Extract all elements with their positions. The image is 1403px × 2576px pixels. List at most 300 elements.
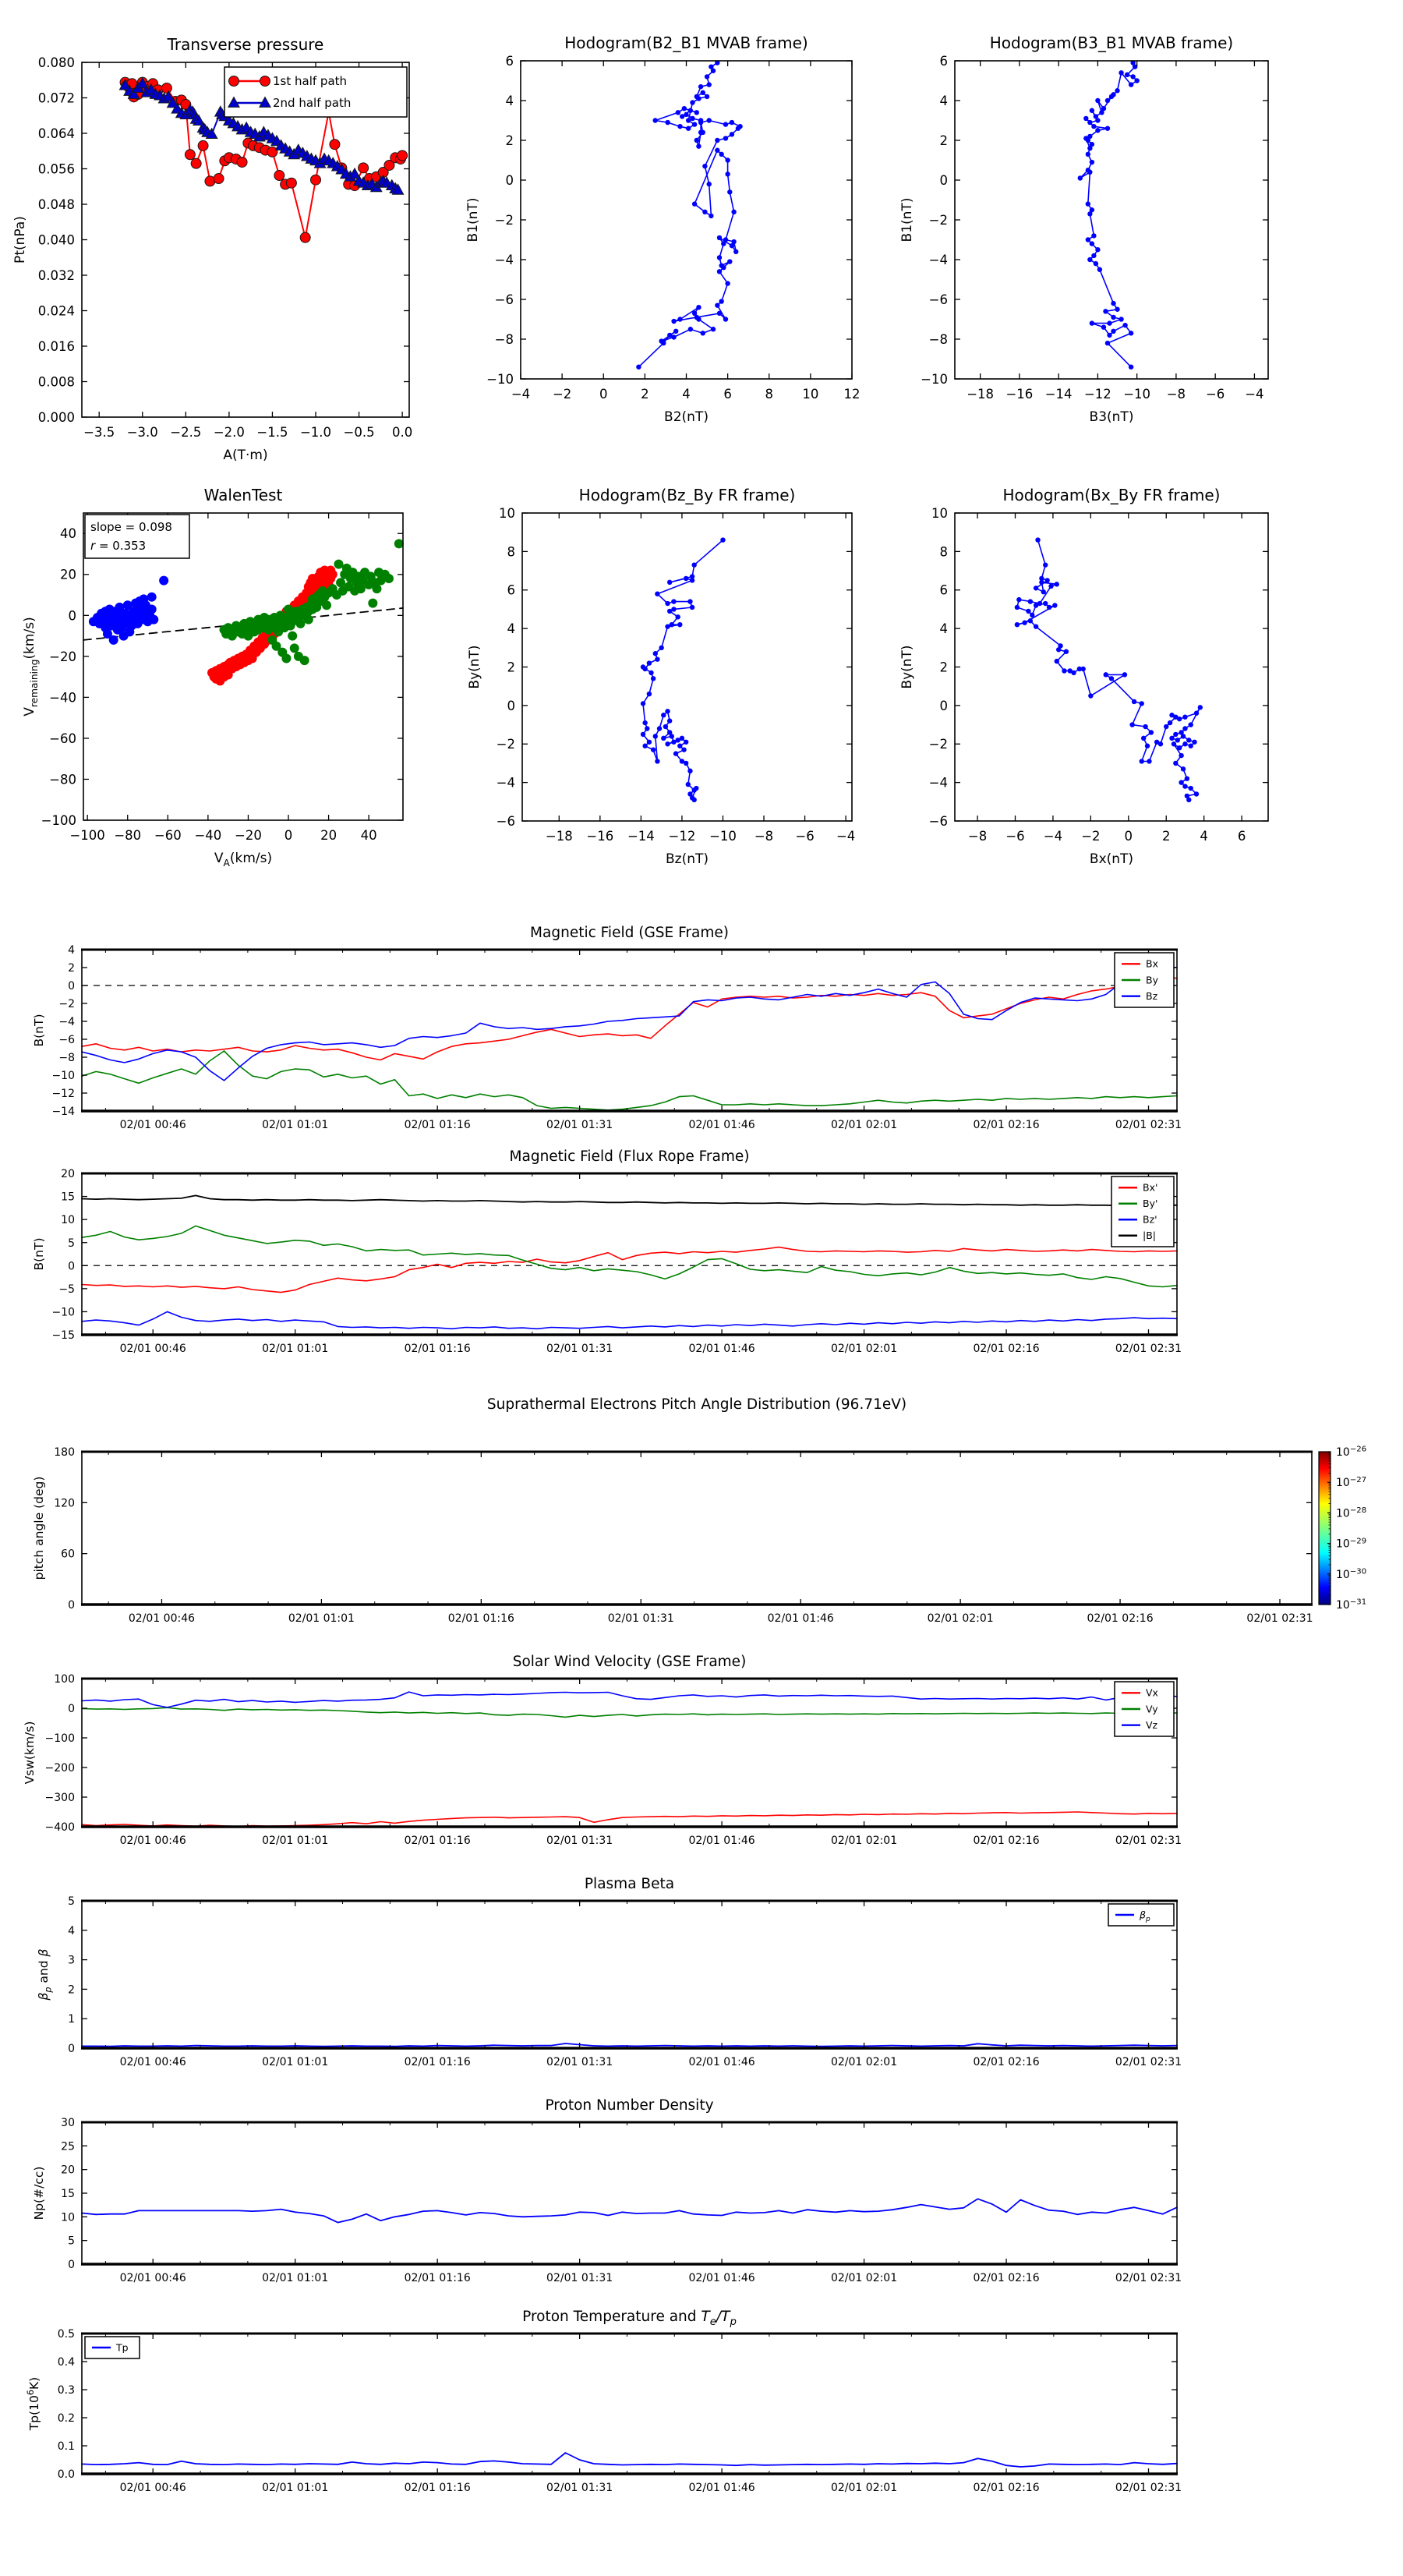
data-point bbox=[300, 656, 309, 665]
data-point bbox=[723, 136, 728, 140]
data-point bbox=[1189, 722, 1193, 727]
series-Bz bbox=[82, 967, 1177, 1081]
axes-frame bbox=[82, 1173, 1177, 1335]
data-point bbox=[1177, 745, 1182, 750]
x-tick-label: −4 bbox=[836, 829, 856, 844]
x-tick-label: 02/01 02:31 bbox=[1115, 2056, 1182, 2068]
x-tick-label: −12 bbox=[1083, 387, 1111, 402]
data-point bbox=[707, 118, 712, 122]
data-point bbox=[147, 593, 157, 602]
data-point bbox=[717, 269, 722, 274]
colorbar-tick-label: $10^{-31}$ bbox=[1336, 1598, 1367, 1612]
y-tick-label: −2 bbox=[58, 998, 75, 1011]
colorbar-tick-label: $10^{-30}$ bbox=[1336, 1567, 1367, 1581]
data-point bbox=[1088, 693, 1093, 698]
y-tick-label: 15 bbox=[61, 2188, 75, 2201]
data-point bbox=[1083, 116, 1088, 121]
data-point bbox=[642, 744, 647, 748]
data-point bbox=[684, 576, 688, 581]
data-point bbox=[1087, 257, 1092, 262]
data-point bbox=[1115, 307, 1119, 312]
data-point bbox=[690, 100, 694, 104]
x-tick-label: 02/01 01:31 bbox=[546, 2056, 613, 2068]
x-tick-label: −6 bbox=[1205, 387, 1225, 402]
panel-plasma-beta bbox=[37, 1876, 1182, 2068]
panel-title: Proton Number Density bbox=[545, 2097, 714, 2114]
x-tick-label: 6 bbox=[723, 387, 732, 402]
x-tick-label: −2.5 bbox=[170, 425, 202, 440]
data-point bbox=[727, 189, 732, 194]
y-tick-label: 4 bbox=[68, 1924, 75, 1937]
y-axis-label: B1(nT) bbox=[465, 197, 481, 242]
x-tick-label: 02/01 02:31 bbox=[1115, 1835, 1182, 1847]
y-tick-label: 2 bbox=[939, 133, 948, 148]
x-axis-label: $V_A(km/s)$ bbox=[214, 851, 273, 869]
data-point bbox=[677, 124, 682, 129]
x-tick-label: −14 bbox=[1044, 387, 1073, 402]
data-point bbox=[686, 782, 691, 787]
data-point bbox=[1090, 108, 1094, 113]
x-tick-label: −2.0 bbox=[213, 425, 245, 440]
data-point bbox=[1087, 120, 1092, 125]
x-tick-label: −2 bbox=[552, 387, 572, 402]
data-point bbox=[1115, 88, 1119, 93]
data-point bbox=[1158, 741, 1163, 746]
data-point bbox=[1119, 317, 1123, 321]
colorbar bbox=[1319, 1452, 1331, 1605]
x-tick-label: −0.5 bbox=[343, 425, 375, 440]
x-tick-label: 02/01 02:01 bbox=[830, 1835, 898, 1847]
panel-hodogram-bz-by bbox=[467, 486, 855, 867]
y-tick-label: 0.048 bbox=[37, 196, 75, 212]
x-tick-label: 02/01 02:16 bbox=[1087, 1612, 1154, 1625]
y-tick-label: 6 bbox=[505, 53, 514, 69]
data-point bbox=[725, 281, 730, 285]
x-tick-label: 02/01 01:16 bbox=[404, 2272, 471, 2284]
y-tick-label: −10 bbox=[51, 1306, 75, 1319]
y-tick-label: −5 bbox=[58, 1283, 75, 1296]
y-tick-label: −2 bbox=[928, 212, 948, 228]
x-tick-label: 02/01 02:16 bbox=[973, 2272, 1040, 2284]
x-tick-label: −1.5 bbox=[256, 425, 288, 440]
data-point bbox=[730, 120, 734, 125]
series-Bx' bbox=[82, 1247, 1177, 1293]
data-point bbox=[1129, 82, 1133, 87]
series-By' bbox=[82, 1226, 1177, 1286]
data-point bbox=[717, 235, 722, 240]
x-axis-label: Bz(nT) bbox=[665, 851, 709, 867]
x-tick-label: 8 bbox=[765, 387, 773, 402]
data-point bbox=[686, 118, 691, 122]
series-Tp bbox=[82, 2453, 1177, 2467]
panel-hodogram-bx-by bbox=[899, 486, 1268, 867]
x-tick-label: −20 bbox=[235, 828, 262, 843]
data-point bbox=[1103, 309, 1108, 313]
data-point bbox=[665, 624, 670, 628]
y-tick-label: 0.000 bbox=[37, 409, 75, 425]
data-point bbox=[731, 239, 736, 244]
axes-frame bbox=[522, 513, 852, 821]
data-point bbox=[641, 732, 645, 737]
data-point bbox=[680, 736, 684, 741]
data-point bbox=[1087, 211, 1092, 216]
data-point bbox=[1090, 320, 1094, 325]
y-tick-label: 100 bbox=[54, 1673, 75, 1686]
data-point bbox=[198, 140, 208, 150]
x-tick-label: 02/01 02:16 bbox=[973, 2482, 1040, 2494]
y-tick-label: −2 bbox=[928, 737, 948, 752]
data-point bbox=[1182, 784, 1187, 788]
y-tick-label: −4 bbox=[928, 775, 948, 791]
data-point bbox=[304, 582, 313, 592]
data-point bbox=[665, 601, 670, 606]
data-point bbox=[731, 210, 736, 214]
data-point bbox=[290, 643, 299, 653]
axes-frame bbox=[82, 2334, 1177, 2474]
y-tick-label: −400 bbox=[44, 1821, 75, 1835]
y-tick-label: 6 bbox=[507, 582, 515, 598]
data-point bbox=[368, 599, 377, 608]
y-tick-label: −4 bbox=[58, 1016, 75, 1029]
x-tick-label: 02/01 01:16 bbox=[404, 1343, 471, 1355]
data-point bbox=[1109, 94, 1114, 99]
data-point bbox=[398, 150, 408, 161]
x-axis-label: B3(nT) bbox=[1089, 409, 1134, 425]
data-point bbox=[1062, 668, 1066, 673]
data-point bbox=[1087, 146, 1092, 150]
panel-title: Hodogram(B3_B1 MVAB frame) bbox=[989, 34, 1234, 52]
data-point bbox=[651, 676, 656, 681]
data-point bbox=[696, 143, 701, 148]
y-tick-label: 60 bbox=[61, 1548, 75, 1561]
data-point bbox=[1087, 170, 1092, 175]
data-point bbox=[673, 751, 678, 755]
x-tick-label: 02/01 02:01 bbox=[830, 1119, 898, 1131]
x-tick-label: 02/01 01:16 bbox=[404, 2482, 471, 2494]
data-point bbox=[159, 576, 168, 586]
data-point bbox=[702, 164, 707, 168]
legend-label: Vx bbox=[1146, 1686, 1158, 1699]
series-Vz bbox=[82, 1692, 1177, 1707]
data-point bbox=[705, 94, 709, 99]
data-point bbox=[691, 798, 696, 802]
x-tick-label: 02/01 01:46 bbox=[688, 1119, 755, 1131]
panel-title: Hodogram(Bz_By FR frame) bbox=[578, 486, 796, 504]
x-tick-label: 02/01 00:46 bbox=[119, 2482, 186, 2494]
data-point bbox=[642, 720, 647, 725]
series-hodogram bbox=[1017, 540, 1200, 800]
x-tick-label: −8 bbox=[1166, 387, 1186, 402]
x-tick-label: 02/01 02:31 bbox=[1246, 1612, 1313, 1625]
data-point bbox=[1080, 667, 1085, 671]
data-point bbox=[147, 604, 157, 614]
y-tick-label: −8 bbox=[928, 331, 948, 347]
data-point bbox=[1107, 320, 1111, 325]
x-tick-label: 02/01 01:31 bbox=[546, 2272, 613, 2284]
data-point bbox=[694, 786, 698, 791]
data-point bbox=[300, 232, 310, 242]
legend-label: Vy bbox=[1146, 1703, 1158, 1715]
y-tick-label: −14 bbox=[51, 1106, 75, 1119]
data-point bbox=[1105, 341, 1110, 345]
y-axis-label: B1(nT) bbox=[899, 197, 915, 242]
data-point bbox=[1086, 201, 1090, 206]
data-point bbox=[647, 692, 652, 696]
y-tick-label: 2 bbox=[507, 660, 515, 675]
x-tick-label: 40 bbox=[360, 828, 377, 843]
x-tick-label: −8 bbox=[754, 829, 774, 844]
legend-label: By' bbox=[1143, 1198, 1158, 1209]
data-point bbox=[260, 76, 270, 87]
x-tick-label: −3.0 bbox=[126, 425, 158, 440]
data-point bbox=[1091, 253, 1096, 258]
y-tick-label: −80 bbox=[49, 772, 76, 787]
data-point bbox=[295, 619, 305, 628]
x-tick-label: 6 bbox=[1237, 829, 1246, 844]
x-axis-label: A(T·m) bbox=[223, 448, 268, 463]
x-tick-label: 02/01 01:01 bbox=[288, 1612, 355, 1625]
data-point bbox=[696, 305, 701, 310]
data-point bbox=[661, 713, 666, 717]
x-tick-label: 02/01 02:16 bbox=[973, 1119, 1040, 1131]
data-point bbox=[1028, 618, 1033, 623]
legend-label: $\beta_p$ bbox=[1140, 1909, 1150, 1923]
y-tick-label: −12 bbox=[51, 1088, 75, 1101]
x-tick-label: 02/01 02:01 bbox=[830, 1343, 898, 1355]
data-point bbox=[1104, 672, 1108, 677]
data-point bbox=[311, 175, 321, 185]
x-tick-label: 02/01 01:46 bbox=[688, 1835, 755, 1847]
data-point bbox=[1149, 730, 1154, 734]
y-tick-label: −100 bbox=[41, 812, 76, 828]
colorbar-tick-label: $10^{-27}$ bbox=[1336, 1475, 1367, 1490]
data-point bbox=[1095, 247, 1100, 252]
y-tick-label: −4 bbox=[928, 252, 948, 267]
y-tick-label: 8 bbox=[507, 544, 515, 560]
x-tick-label: 02/01 02:31 bbox=[1115, 1119, 1182, 1131]
data-point bbox=[1169, 713, 1174, 717]
data-point bbox=[720, 537, 725, 542]
data-point bbox=[719, 152, 723, 157]
axes-frame bbox=[82, 1901, 1177, 2048]
panel-vsw-gse bbox=[23, 1654, 1182, 1847]
data-point bbox=[161, 83, 171, 93]
x-tick-label: 02/01 00:46 bbox=[119, 2272, 186, 2284]
data-point bbox=[1175, 738, 1180, 742]
data-point bbox=[659, 338, 663, 343]
x-tick-label: −3.5 bbox=[83, 425, 115, 440]
x-tick-label: −4 bbox=[1245, 387, 1264, 402]
data-point bbox=[185, 150, 195, 160]
data-point bbox=[719, 263, 723, 267]
y-tick-label: 0.032 bbox=[37, 267, 75, 283]
data-point bbox=[1095, 128, 1100, 133]
data-point bbox=[1043, 562, 1048, 567]
x-tick-label: 2 bbox=[1161, 829, 1171, 844]
panel-title: Magnetic Field (GSE Frame) bbox=[530, 925, 729, 941]
data-point bbox=[1177, 717, 1182, 721]
data-point bbox=[705, 74, 709, 79]
x-tick-label: 0 bbox=[284, 828, 293, 843]
y-axis-label: $Tp(10^6K)$ bbox=[26, 2376, 41, 2431]
data-point bbox=[692, 122, 697, 126]
data-point bbox=[684, 740, 688, 745]
data-point bbox=[671, 334, 676, 339]
data-point bbox=[647, 740, 652, 745]
x-tick-label: −6 bbox=[1005, 829, 1025, 844]
y-tick-label: 4 bbox=[939, 93, 948, 108]
legend-label: By bbox=[1146, 974, 1158, 986]
data-point bbox=[334, 560, 343, 569]
data-point bbox=[149, 615, 158, 625]
data-point bbox=[372, 584, 381, 593]
x-axis-label: Bx(nT) bbox=[1089, 851, 1134, 867]
x-tick-label: 02/01 01:16 bbox=[404, 1119, 471, 1131]
data-point bbox=[688, 327, 693, 331]
data-point bbox=[665, 709, 670, 713]
data-point bbox=[1022, 621, 1027, 625]
axes-frame bbox=[82, 2122, 1177, 2264]
data-point bbox=[723, 237, 728, 242]
x-tick-label: −2 bbox=[1081, 829, 1101, 844]
data-point bbox=[723, 122, 728, 126]
x-tick-label: 02/01 01:31 bbox=[546, 1343, 613, 1355]
data-point bbox=[1039, 580, 1044, 585]
x-tick-label: 02/01 02:16 bbox=[973, 1835, 1040, 1847]
y-tick-label: −6 bbox=[928, 813, 948, 829]
y-axis-label: By(nT) bbox=[467, 645, 482, 689]
x-tick-label: 02/01 01:46 bbox=[688, 2056, 755, 2068]
data-point bbox=[691, 562, 696, 567]
data-point bbox=[653, 651, 658, 656]
x-tick-label: 02/01 00:46 bbox=[119, 1343, 186, 1355]
data-point bbox=[651, 747, 656, 752]
data-point bbox=[1169, 736, 1174, 741]
y-tick-label: 0.0 bbox=[57, 2468, 75, 2482]
x-tick-label: 02/01 02:31 bbox=[1115, 1343, 1182, 1355]
y-tick-label: 0.016 bbox=[37, 338, 75, 354]
data-point bbox=[1173, 761, 1178, 766]
x-tick-label: 0.0 bbox=[391, 425, 413, 440]
data-point bbox=[1055, 659, 1059, 663]
data-point bbox=[702, 210, 707, 214]
y-tick-label: 4 bbox=[505, 93, 514, 108]
y-tick-label: 5 bbox=[68, 2235, 75, 2248]
y-tick-label: 0.3 bbox=[57, 2384, 75, 2397]
annotation-text: r = 0.353 bbox=[90, 539, 147, 553]
y-tick-label: −6 bbox=[496, 813, 515, 829]
data-point bbox=[1173, 732, 1178, 737]
data-point bbox=[1015, 622, 1020, 627]
data-point bbox=[1192, 740, 1196, 745]
data-point bbox=[730, 132, 734, 136]
data-point bbox=[715, 148, 719, 153]
data-point bbox=[694, 110, 699, 115]
x-tick-label: 02/01 01:16 bbox=[447, 1612, 514, 1625]
data-point bbox=[288, 632, 297, 641]
data-point bbox=[667, 718, 672, 723]
data-point bbox=[1016, 597, 1021, 602]
data-point bbox=[655, 591, 659, 596]
colorbar-tick-label: $10^{-28}$ bbox=[1336, 1506, 1367, 1520]
data-point bbox=[1186, 798, 1191, 802]
x-tick-label: 10 bbox=[802, 387, 819, 402]
y-tick-label: 3 bbox=[68, 1954, 75, 1967]
data-point bbox=[733, 249, 738, 254]
data-point bbox=[229, 76, 239, 87]
data-point bbox=[690, 578, 694, 582]
data-point bbox=[304, 615, 313, 625]
data-point bbox=[1189, 744, 1193, 748]
y-tick-label: 0 bbox=[68, 1260, 75, 1273]
x-tick-label: 20 bbox=[320, 828, 337, 843]
data-point bbox=[330, 140, 340, 150]
y-tick-label: 120 bbox=[54, 1497, 75, 1510]
y-tick-label: 30 bbox=[61, 2117, 75, 2130]
x-tick-label: 02/01 01:01 bbox=[262, 1119, 329, 1131]
data-point bbox=[1129, 331, 1133, 335]
x-tick-label: −40 bbox=[194, 828, 222, 843]
colorbar-tick-label: $10^{-29}$ bbox=[1336, 1537, 1367, 1551]
data-point bbox=[1198, 705, 1203, 709]
y-tick-label: −300 bbox=[44, 1792, 75, 1805]
legend-label: |B| bbox=[1143, 1230, 1156, 1241]
panel-title: Plasma Beta bbox=[584, 1876, 675, 1892]
data-point bbox=[1099, 110, 1104, 115]
panel-pitch-angle bbox=[32, 1396, 1366, 1625]
y-tick-label: 0.008 bbox=[37, 374, 75, 390]
series-Bx bbox=[82, 977, 1177, 1060]
data-point bbox=[1194, 711, 1199, 716]
data-point bbox=[1129, 365, 1133, 370]
y-tick-label: 15 bbox=[61, 1191, 75, 1204]
x-tick-label: 02/01 01:01 bbox=[262, 2272, 329, 2284]
data-point bbox=[1015, 605, 1020, 610]
data-point bbox=[690, 605, 694, 610]
y-tick-label: 0 bbox=[68, 1599, 75, 1612]
panel-hodogram-b2-b1 bbox=[465, 34, 861, 425]
legend-label: 1st half path bbox=[273, 74, 348, 89]
data-point bbox=[1034, 603, 1038, 607]
data-point bbox=[684, 761, 688, 766]
data-point bbox=[356, 584, 366, 593]
y-tick-label: 180 bbox=[54, 1446, 75, 1460]
x-tick-label: 4 bbox=[682, 387, 691, 402]
data-point bbox=[1052, 603, 1057, 607]
y-tick-label: 6 bbox=[939, 582, 948, 598]
data-point bbox=[673, 329, 678, 334]
y-tick-label: −2 bbox=[494, 212, 514, 228]
data-point bbox=[1107, 333, 1111, 338]
data-point bbox=[1130, 74, 1135, 79]
x-tick-label: 02/01 02:01 bbox=[830, 2056, 898, 2068]
y-tick-label: 4 bbox=[507, 621, 515, 637]
x-tick-label: 02/01 02:01 bbox=[927, 1612, 994, 1625]
data-point bbox=[1044, 578, 1049, 582]
x-tick-label: −100 bbox=[69, 828, 105, 843]
panel-mag-gse bbox=[32, 925, 1182, 1131]
data-point bbox=[1132, 699, 1136, 704]
data-point bbox=[682, 106, 687, 111]
data-point bbox=[1056, 647, 1061, 652]
data-point bbox=[191, 158, 201, 168]
data-point bbox=[237, 157, 247, 167]
data-point bbox=[1111, 301, 1115, 306]
data-point bbox=[1095, 98, 1100, 103]
data-point bbox=[636, 365, 641, 370]
data-point bbox=[394, 539, 404, 548]
y-tick-label: 4 bbox=[68, 944, 75, 957]
